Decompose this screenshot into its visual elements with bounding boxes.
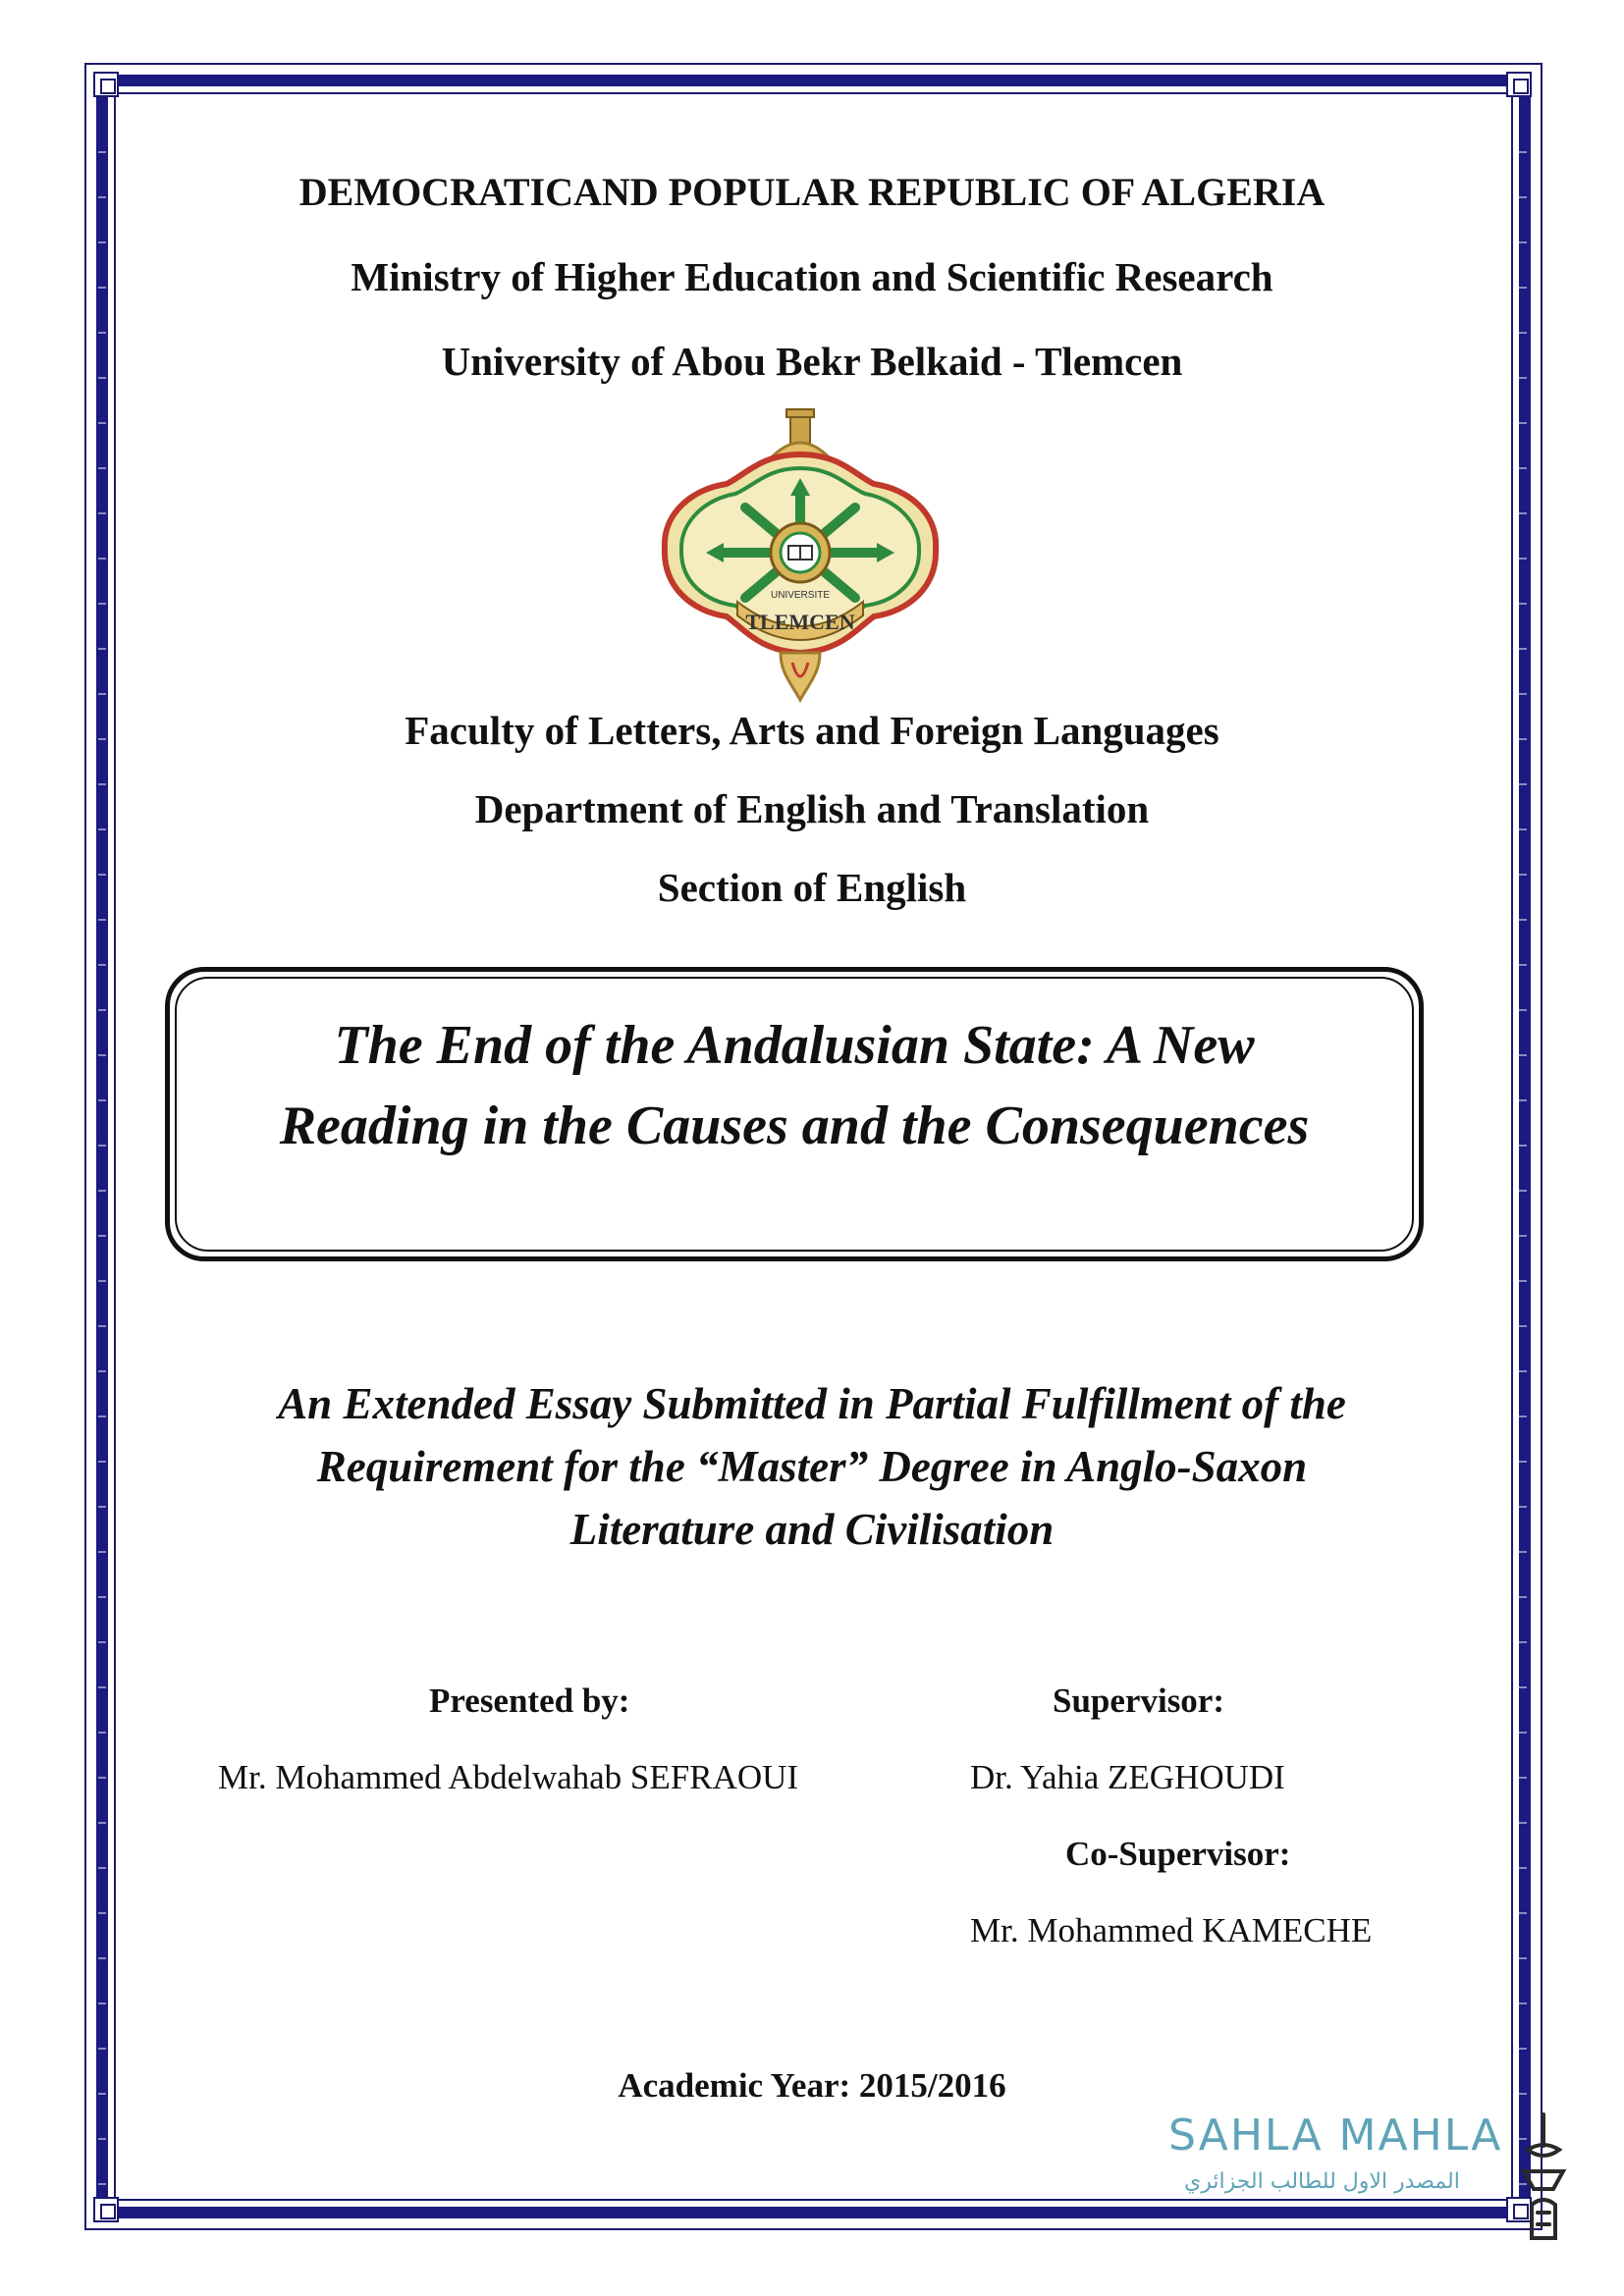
watermark-tagline: المصدر الاول للطالب الجزائري [1184, 2169, 1460, 2194]
section-heading: Section of English [657, 865, 967, 910]
essay-description [177, 1372, 1447, 1561]
supervisor-label: Supervisor: [1053, 1682, 1224, 1720]
essay-line-2: Requirement for the “Master” Degree in Anglo-Saxon [316, 1442, 1308, 1491]
country-heading: DEMOCRATICAND POPULAR REPUBLIC OF ALGERIA [298, 170, 1326, 214]
seal-text-bottom: TLEMCEN [745, 610, 855, 634]
watermark-brand: SAHLA MAHLA [1168, 2110, 1503, 2161]
presenter-name: Mr. Mohammed Abdelwahab SEFRAOUI [218, 1758, 799, 1796]
thesis-title-box [165, 967, 1424, 1261]
thesis-title-line-1: The End of the Andalusian State: A New [334, 1015, 1255, 1076]
academic-year: Academic Year: 2015/2016 [618, 2066, 1006, 2105]
calligraphy-logo-icon [1514, 2110, 1573, 2248]
border-ticks-right [1519, 108, 1527, 2189]
department-heading: Department of English and Translation [474, 786, 1150, 831]
university-seal-icon [643, 405, 957, 710]
border-corner-top-left [93, 72, 119, 97]
sahla-mahla-watermark [1168, 2110, 1581, 2258]
border-ticks-left [98, 108, 106, 2189]
border-corner-bottom-left [93, 2197, 119, 2222]
essay-line-3: Literature and Civilisation [569, 1505, 1055, 1554]
seal-text-top: UNIVERSITE [770, 590, 831, 601]
thesis-title [229, 1005, 1360, 1166]
border-corner-top-right [1506, 72, 1532, 97]
university-heading: University of Abou Bekr Belkaid - Tlemcen [441, 339, 1183, 384]
presented-by-label: Presented by: [429, 1682, 630, 1720]
supervisor-name: Dr. Yahia ZEGHOUDI [970, 1758, 1285, 1796]
essay-line-1: An Extended Essay Submitted in Partial Fulfillment of the [278, 1379, 1346, 1428]
co-supervisor-label: Co-Supervisor: [1065, 1835, 1291, 1873]
faculty-heading: Faculty of Letters, Arts and Foreign Languages [405, 708, 1219, 753]
co-supervisor-name: Mr. Mohammed KAMECHE [970, 1911, 1373, 1949]
ministry-heading: Ministry of Higher Education and Scientific Research [351, 254, 1273, 299]
thesis-title-line-2: Reading in the Causes and the Consequences [279, 1095, 1310, 1156]
